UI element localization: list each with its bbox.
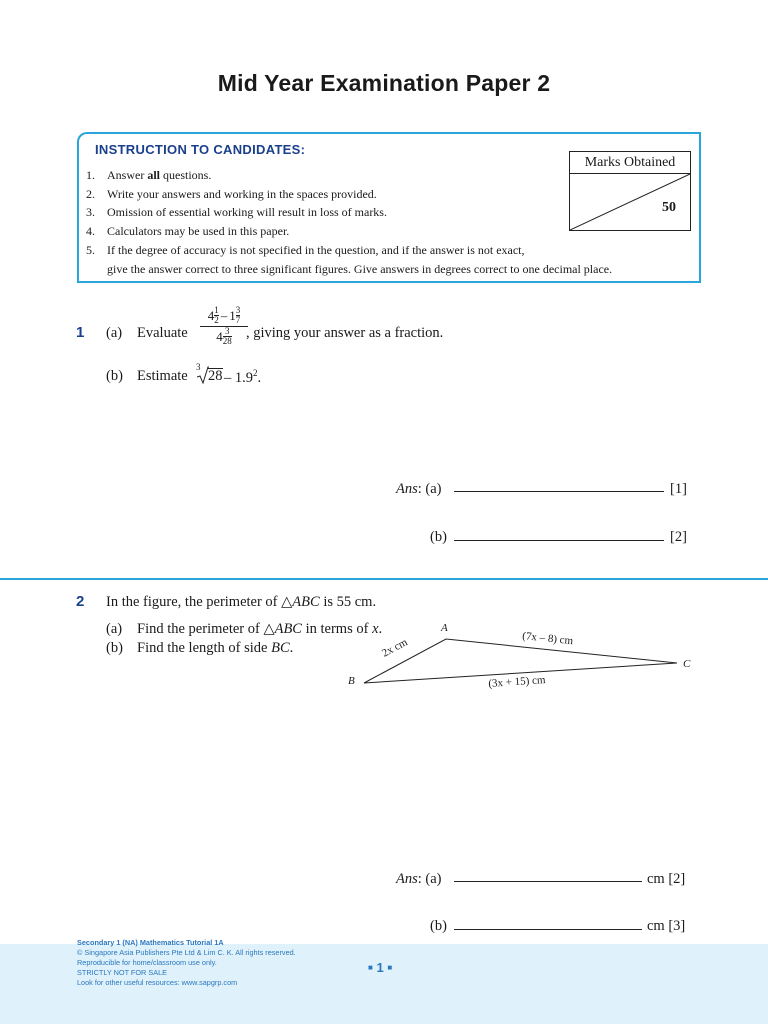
page-number-value: 1 xyxy=(376,960,384,975)
section-divider xyxy=(0,578,768,580)
q2b-marks: cm [3] xyxy=(647,918,686,934)
q1-ans-a: Ans: (a) xyxy=(396,481,442,497)
marks-total: 50 xyxy=(662,200,676,215)
square-bullet-icon: ■ xyxy=(368,963,373,972)
q1a-marks: [1] xyxy=(670,481,687,497)
q1b-label: (b) xyxy=(106,368,123,384)
instruction-item: 3. Omission of essential working will result in loss of marks. xyxy=(86,205,387,220)
q1-ans-b: (b) xyxy=(430,529,447,545)
fraction-numerator: 4 $\frac{1}{2}$ – 1 $\frac{3}{7}$ xyxy=(207,305,241,325)
marks-obtained-box xyxy=(569,151,691,231)
q1a-text: Evaluate xyxy=(137,325,188,341)
q2a-text: Find the perimeter of △ABC in terms of x. xyxy=(137,621,383,637)
q1b-root-index: 3 xyxy=(196,362,201,372)
vertex-label-a: A xyxy=(441,622,448,634)
instruction-item: 1. Answer all questions. xyxy=(86,168,212,182)
vertex-label-b: B xyxy=(348,675,355,687)
question-number-2: 2 xyxy=(76,593,85,610)
q1a-suffix: , giving your answer as a fraction. xyxy=(246,325,444,341)
q2a-marks: cm [2] xyxy=(647,871,686,887)
instruction-item: give the answer correct to three significant figures. Give answers in degrees correct to one decimal place. xyxy=(107,261,613,276)
fraction-denominator: 4 $\frac{3}{28}$ xyxy=(200,326,248,346)
q2-ans-a: Ans: (a) xyxy=(396,871,442,887)
q2-stem: In the figure, the perimeter of △ABC is 55 cm. xyxy=(106,594,377,610)
side-label-ac: (7x – 8) cm xyxy=(521,630,574,648)
q2a-answer-line[interactable] xyxy=(454,868,642,882)
square-bullet-icon: ■ xyxy=(387,963,393,972)
instruction-item: 2. Write your answers and working in the spaces provided. xyxy=(86,186,377,201)
q2a-label: (a) xyxy=(106,621,123,637)
instructions-list xyxy=(86,166,612,278)
q1b-text: Estimate xyxy=(137,368,188,384)
page-title: Mid Year Examination Paper 2 xyxy=(217,70,551,96)
marks-obtained-label: Marks Obtained xyxy=(570,152,690,174)
q1b-answer-line[interactable] xyxy=(454,527,664,541)
instruction-item: 5. If the degree of accuracy is not specified in the question, and if the answer is not exact, xyxy=(86,242,525,257)
side-label-ab: 2x cm xyxy=(380,636,410,660)
q1a-answer-line[interactable] xyxy=(454,478,664,492)
q2-ans-b: (b) xyxy=(430,918,447,934)
q2b-text: Find the length of side BC. xyxy=(137,640,294,656)
question-number-1: 1 xyxy=(76,324,85,341)
q1b-rest: – $1.9^2$. xyxy=(224,368,262,386)
instruction-item: 4. Calculators may be used in this paper. xyxy=(86,224,290,239)
side-label-bc: (3x + 15) cm xyxy=(488,674,546,690)
page-number xyxy=(368,960,392,975)
q1b-marks: [2] xyxy=(670,529,687,545)
instructions-heading: INSTRUCTION TO CANDIDATES: xyxy=(95,142,306,157)
q1b-radicand: 28 xyxy=(208,368,223,384)
vertex-label-c: C xyxy=(683,658,691,670)
q2b-answer-line[interactable] xyxy=(454,916,642,930)
q1a-fraction xyxy=(200,306,248,346)
q2b-label: (b) xyxy=(106,640,123,656)
footer-credits: Secondary 1 (NA) Mathematics Tutorial 1A © Singapore Asia Publishers Pte Ltd & Lim C. K. All rights reserved. Reproducible for home/classroom use only. STRICTLY NOT FOR SALE Look for other useful resources: www.sapgrp.com xyxy=(77,938,296,987)
q1a-label: (a) xyxy=(106,325,123,341)
